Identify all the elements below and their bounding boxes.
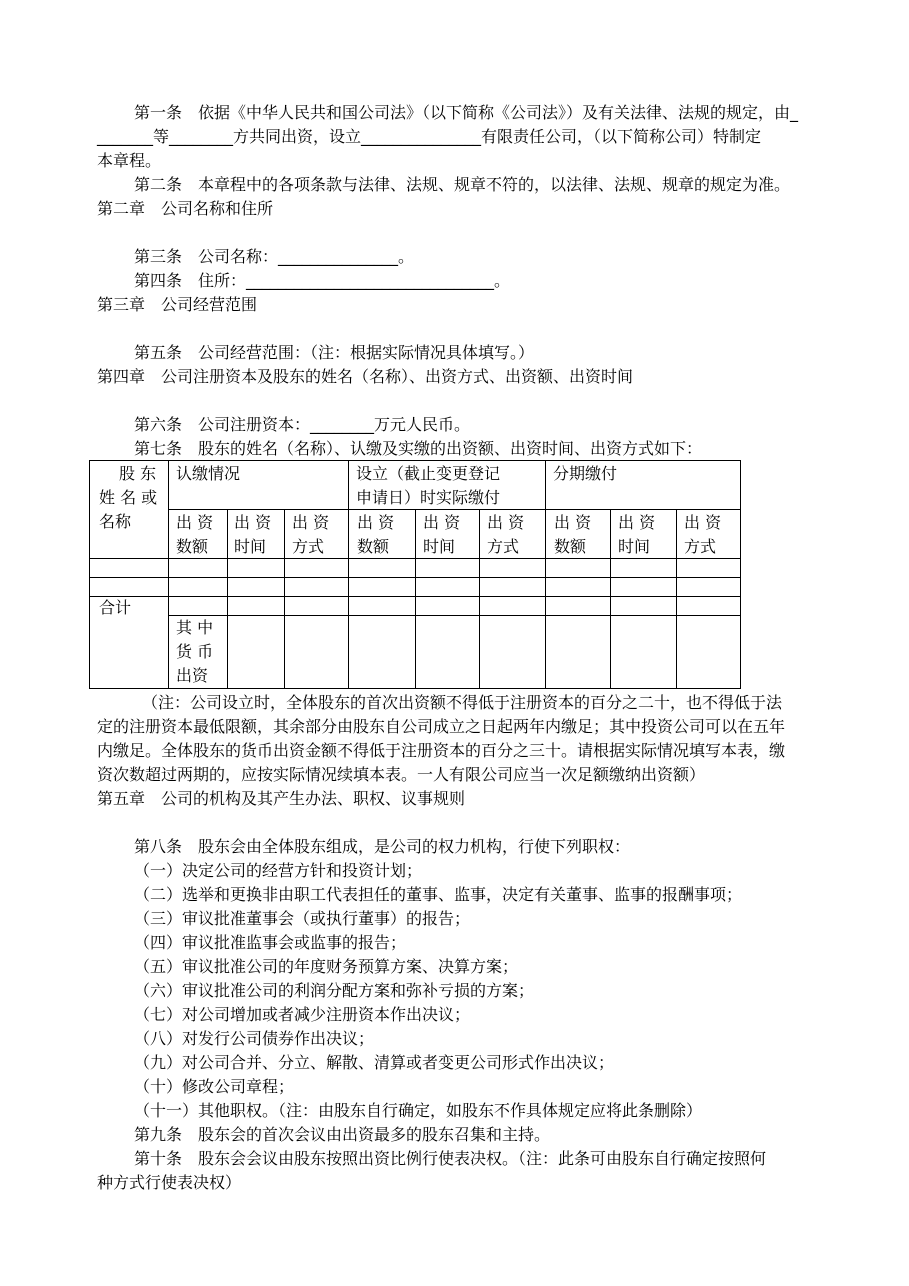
power-item-4: （四）审议批准监事会或监事的报告； [134, 933, 407, 952]
power-item-7: （七）对公司增加或者减少注册资本作出决议； [134, 1005, 471, 1024]
article-3: 第三条 公司名称：_______________。 [134, 247, 415, 266]
note-line-4: 资次数超过两期的，应按实际情况续填本表。一人有限公司应当一次足额缴纳出资额） [97, 765, 706, 784]
sub-time-3a: 出 资 [618, 513, 656, 532]
sub-method-3b: 方式 [684, 537, 717, 556]
power-item-8: （八）对发行公司债券作出决议； [134, 1029, 375, 1048]
sub-time-1b: 时间 [234, 537, 267, 556]
sub-method-3a: 出 资 [684, 513, 722, 532]
sub-amount-2b: 数额 [357, 537, 390, 556]
article-5: 第五条 公司经营范围：（注：根据实际情况具体填写。） [134, 343, 535, 362]
header-subscribed: 认缴情况 [176, 464, 241, 483]
chapter-2-heading: 第二章 公司名称和住所 [97, 199, 274, 218]
article-1-line-1: 第一条 依据《中华人民共和国公司法》（以下简称《公司法》）及有关法律、法规的规定，由_ [134, 103, 799, 122]
note-line-1: （注：公司设立时，全体股东的首次出资额不得低于注册资本的百分之二十，也不得低于法 [142, 693, 783, 712]
article-4: 第四条 住所：_______________________________。 [134, 271, 511, 290]
cash-line-3: 出资 [176, 666, 209, 685]
article-10-line-1: 第十条 股东会会议由股东按照出资比例行使表决权。（注：此条可由股东自行确定按照何 [134, 1149, 767, 1168]
total-label: 合计 [99, 598, 132, 617]
article-2: 第二条 本章程中的各项条款与法律、法规、规章不符的，以法律、法规、规章的规定为准。 [134, 175, 791, 194]
sub-method-2b: 方式 [487, 537, 520, 556]
cash-line-1: 其 中 [176, 618, 214, 637]
power-item-6: （六）审议批准公司的利润分配方案和弥补亏损的方案； [134, 981, 535, 1000]
power-item-2: （二）选举和更换非由职工代表担任的董事、监事，决定有关董事、监事的报酬事项； [134, 885, 743, 904]
header-name-line-2: 姓 名 或 [99, 488, 158, 507]
sub-method-1a: 出 资 [292, 513, 330, 532]
power-item-3: （三）审议批准董事会（或执行董事）的报告； [134, 909, 471, 928]
article-1-line-2: _______等________方共同出资，设立_______________有限责任公司，（以下简称公司）特制定 [97, 127, 762, 146]
header-paid-line-1: 设立（截止变更登记 [356, 464, 501, 483]
article-10-line-2: 种方式行使表决权） [97, 1173, 242, 1192]
power-item-11: （十一）其他职权。（注：由股东自行确定，如股东不作具体规定应将此条删除） [134, 1101, 703, 1120]
sub-time-2a: 出 资 [423, 513, 461, 532]
power-item-10: （十）修改公司章程； [134, 1077, 295, 1096]
sub-amount-3a: 出 资 [554, 513, 592, 532]
contribution-table [89, 460, 741, 688]
note-line-2: 定的注册资本最低限额，其余部分由股东自公司成立之日起两年内缴足；其中投资公司可以在五年 [97, 717, 786, 736]
power-item-9: （九）对公司合并、分立、解散、清算或者变更公司形式作出决议； [134, 1053, 615, 1072]
article-1-line-3: 本章程。 [97, 151, 162, 170]
article-6: 第六条 公司注册资本：________万元人民币。 [134, 415, 471, 434]
sub-amount-1b: 数额 [176, 537, 209, 556]
article-8: 第八条 股东会由全体股东组成，是公司的权力机构，行使下列职权： [134, 837, 631, 856]
chapter-4-heading: 第四章 公司注册资本及股东的姓名（名称）、出资方式、出资额、出资时间 [97, 367, 634, 386]
sub-time-2b: 时间 [423, 537, 456, 556]
sub-amount-2a: 出 资 [357, 513, 395, 532]
chapter-5-heading: 第五章 公司的机构及其产生办法、职权、议事规则 [97, 789, 466, 808]
sub-method-2a: 出 资 [487, 513, 525, 532]
article-7: 第七条 股东的姓名（名称）、认缴及实缴的出资额、出资时间、出资方式如下： [134, 439, 703, 458]
power-item-5: （五）审议批准公司的年度财务预算方案、决算方案； [134, 957, 519, 976]
header-paid-line-2: 申请日）时实际缴付 [356, 488, 501, 507]
article-9: 第九条 股东会的首次会议由出资最多的股东召集和主持。 [134, 1125, 551, 1144]
header-installment: 分期缴付 [553, 464, 618, 483]
header-name-line-3: 名称 [99, 512, 132, 531]
header-name-line-1: 股 东 [119, 464, 157, 483]
power-item-1: （一）决定公司的经营方针和投资计划； [134, 861, 423, 880]
sub-method-1b: 方式 [292, 537, 325, 556]
cash-line-2: 货 币 [176, 642, 214, 661]
sub-time-3b: 时间 [618, 537, 651, 556]
sub-amount-3b: 数额 [554, 537, 587, 556]
chapter-3-heading: 第三章 公司经营范围 [97, 295, 258, 314]
note-line-3: 内缴足。全体股东的货币出资金额不得低于注册资本的百分之三十。请根据实际情况填写本表，缴 [97, 741, 786, 760]
sub-time-1a: 出 资 [234, 513, 272, 532]
sub-amount-1a: 出 资 [176, 513, 214, 532]
